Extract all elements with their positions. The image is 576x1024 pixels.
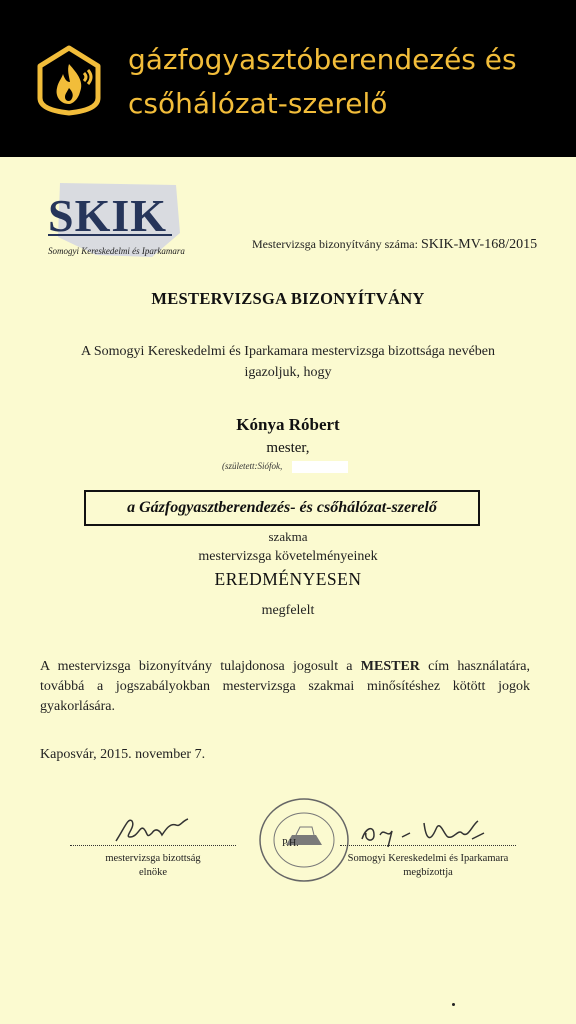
- requirements-text: mestervizsga követelményeinek: [198, 549, 378, 564]
- skik-logo: [40, 171, 190, 261]
- trade-name: a Gázfogyasztberendezés- és csőhálózat-szerelő: [127, 499, 437, 516]
- header-banner: [0, 0, 576, 157]
- header-title: [128, 38, 568, 126]
- holder-name: Kónya Róbert: [236, 415, 340, 434]
- signature-line-right: [340, 845, 516, 846]
- holder-rank: mester,: [266, 440, 310, 456]
- paragraph-part2: cím használatára, továbbá a jogszabályokban mestervizsga szakmai minősítéshez kötött jogok gyakorlására.: [40, 659, 531, 714]
- right-signatory: [330, 852, 526, 880]
- signature-right: [358, 809, 498, 849]
- stamp-label: P.H.: [282, 838, 299, 849]
- skik-logo-graphic: [40, 171, 190, 261]
- result-suffix: megfelelt: [261, 603, 315, 618]
- left-sig-line2: elnöke: [139, 867, 167, 878]
- certificate-number: [252, 237, 537, 253]
- paper-speck: [452, 1003, 455, 1006]
- redaction-box: [292, 461, 348, 473]
- birth-info: (született:Siófok,: [222, 461, 283, 471]
- logo-subtitle: Somogyi Kereskedelmi és Iparkamara: [48, 246, 185, 256]
- place-date: Kaposvár, 2015. november 7.: [40, 747, 206, 762]
- left-signatory: [70, 852, 236, 880]
- home-flame-icon: [36, 44, 102, 116]
- certificate-number-value: SKIK-MV-168/2015: [420, 237, 538, 252]
- signature-left: [110, 807, 200, 847]
- paragraph-bold: MESTER: [360, 659, 420, 674]
- logo-text: SKIK: [48, 190, 168, 241]
- entitlement-paragraph: [40, 657, 530, 717]
- left-sig-line1: mestervizsga bizottság: [105, 853, 201, 864]
- signature-line-left: [70, 845, 236, 846]
- intro-text: [40, 341, 536, 383]
- certificate-number-label: Mestervizsga bizonyítvány száma:: [252, 237, 418, 251]
- right-sig-line2: megbízottja: [403, 867, 453, 878]
- certificate-title: MESTERVIZSGA BIZONYÍTVÁNY: [151, 289, 425, 308]
- trade-box: [84, 490, 480, 526]
- intro-line1: A Somogyi Kereskedelmi és Iparkamara mestervizsga bizottsága nevében: [80, 344, 496, 359]
- trade-suffix: szakma: [268, 529, 308, 544]
- right-sig-line1: Somogyi Kereskedelmi és Iparkamara: [347, 853, 509, 864]
- paragraph-part1: A mestervizsga bizonyítvány tulajdonosa jogosult a: [40, 659, 353, 674]
- certificate-document: [0, 157, 576, 1024]
- header-title-line1: gázfogyasztóberendezés és: [128, 43, 517, 76]
- intro-line2: igazoljuk, hogy: [244, 365, 332, 380]
- header-title-line2: csőhálózat-szerelő: [128, 87, 388, 120]
- result-text: EREDMÉNYESEN: [214, 569, 362, 589]
